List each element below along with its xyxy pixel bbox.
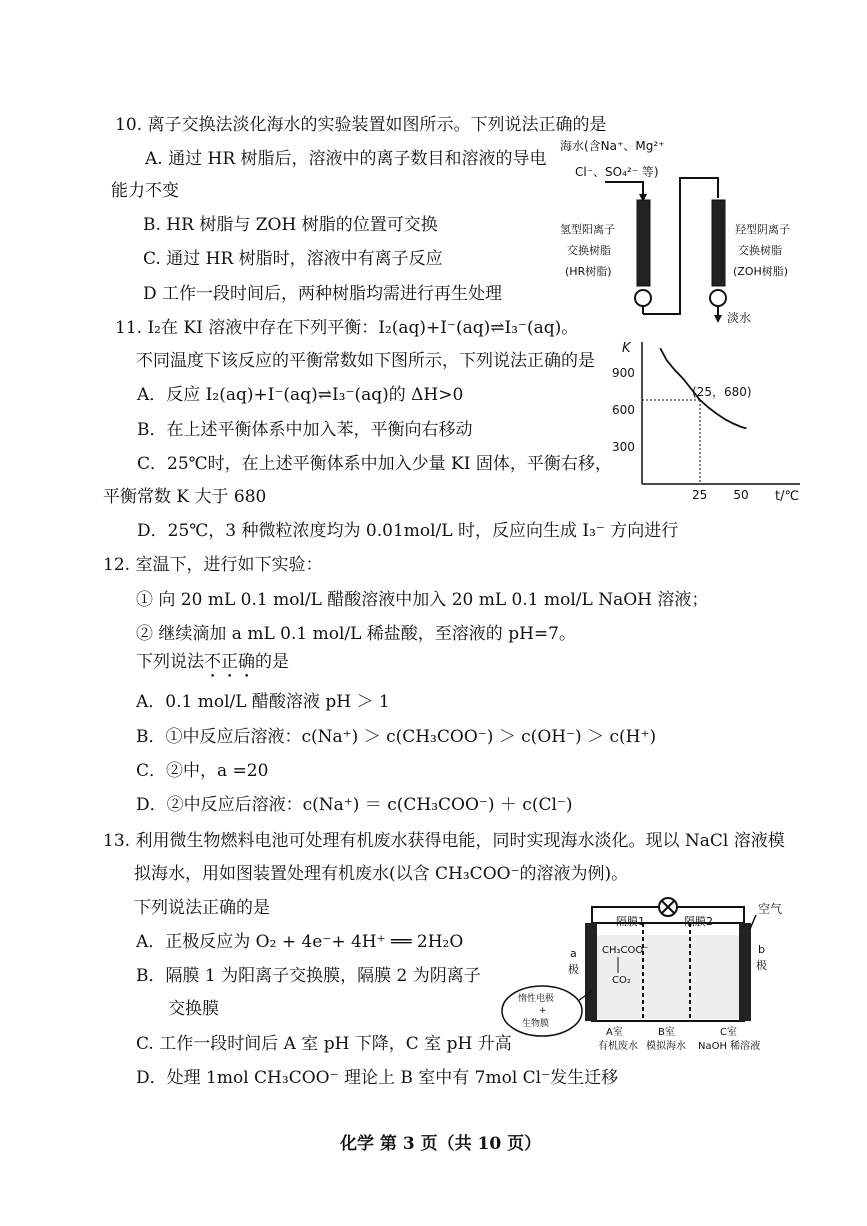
membrane-1-label: 隔膜1 — [616, 915, 645, 928]
q11-stem: 11. I₂在 KI 溶液中存在下列平衡：I₂(aq)+I⁻(aq)⇌I₃⁻(aq)。 — [115, 318, 579, 338]
fig10-hr-label-3: (HR树脂) — [565, 265, 612, 278]
x-axis-label: t/℃ — [775, 489, 800, 504]
q10-option-a: A. 通过 HR 树脂后，溶液中的离子数目和溶液的导电 — [145, 149, 547, 169]
q10-option-a-cont: 能力不变 — [111, 181, 179, 201]
co2-label: CO₂ — [612, 975, 631, 986]
electrode-b — [739, 923, 751, 1021]
pole-b-label: b — [758, 943, 765, 956]
page-footer: 化学 第 3 页（共 10 页） — [340, 1134, 542, 1154]
q11-option-d: D．25℃，3 种微粒浓度均为 0.01mol/L 时，反应向生成 I₃⁻ 方向进行 — [137, 521, 679, 541]
emphasis-not-correct: 不正确 — [204, 652, 255, 672]
q10-option-b: B. HR 树脂与 ZOH 树脂的位置可交换 — [143, 215, 438, 235]
q11-option-b: B．在上述平衡体系中加入苯，平衡向右移动 — [137, 420, 473, 440]
q11-option-c-cont: 平衡常数 K 大于 680 — [103, 487, 267, 507]
q13-option-b-cont: 交换膜 — [168, 999, 219, 1019]
fig10-ions-label: Cl⁻、SO₄²⁻ 等) — [575, 165, 659, 179]
callout-line-1: 惰性电极 — [518, 994, 555, 1004]
y-tick-label: 600 — [612, 402, 635, 417]
hr-column — [637, 200, 650, 286]
fig10-fresh-label: 淡水 — [727, 311, 752, 325]
room-c-label: C室 — [720, 1027, 737, 1038]
fig10-hr-label-2: 交换树脂 — [567, 244, 611, 257]
fig10-hr-label-1: 氢型阳离子 — [560, 223, 615, 236]
q12-option-d: D．②中反应后溶液：c(Na⁺) ＝ c(CH₃COO⁻) ＋ c(Cl⁻) — [136, 795, 573, 815]
q12-step-1: ① 向 20 mL 0.1 mol/L 醋酸溶液中加入 20 mL 0.1 mol/L NaOH 溶液； — [136, 590, 709, 610]
hr-valve-icon — [635, 290, 651, 306]
q12-option-b: B．①中反应后溶液：c(Na⁺) ＞ c(CH₃COO⁻) ＞ c(OH⁻) ＞ c(H⁺) — [136, 727, 657, 747]
q13-option-d: D．处理 1mol CH₃COO⁻ 理论上 B 室中有 7mol Cl⁻发生迁移 — [136, 1068, 619, 1088]
fig10-zoh-label-2: 交换树脂 — [738, 244, 782, 257]
acetate-label: CH₃COO⁻ — [602, 945, 649, 956]
q10-stem: 10. 离子交换法淡化海水的实验装置如图所示。下列说法正确的是 — [115, 115, 607, 135]
equilibrium-constant-chart — [600, 336, 810, 506]
q13-option-c: C. 工作一段时间后 A 室 pH 下降，C 室 pH 升高 — [136, 1034, 512, 1054]
room-a-label: A室 — [606, 1027, 623, 1038]
room-a-content: 有机废水 — [598, 1041, 638, 1052]
fig10-zoh-label-1: 羟型阴离子 — [735, 223, 790, 236]
electrode-a — [585, 923, 597, 1021]
ion-exchange-figure — [555, 130, 805, 330]
q12-stem: 12. 室温下，进行如下实验： — [103, 555, 323, 575]
q12-option-a: A．0.1 mol/L 醋酸溶液 pH ＞ 1 — [136, 692, 390, 712]
callout-line-2: + — [539, 1006, 547, 1016]
q13-option-b: B．隔膜 1 为阳离子交换膜，隔膜 2 为阴离子 — [136, 966, 481, 986]
x-tick-label: 50 — [733, 488, 749, 502]
y-axis-label: K — [622, 341, 631, 356]
q10-option-d: D 工作一段时间后，两种树脂均需进行再生处理 — [143, 284, 503, 304]
fig10-seawater-label: 海水(含Na⁺、Mg²⁺ — [560, 139, 665, 153]
y-tick-label: 900 — [612, 365, 635, 380]
q12-option-c: C．②中，a =20 — [136, 761, 269, 781]
q13-option-a: A．正极反应为 O₂ + 4e⁻+ 4H⁺ ══ 2H₂O — [136, 932, 464, 952]
connecting-pipe — [643, 178, 718, 314]
q12-question: 下列说法不正确的是 — [136, 652, 289, 672]
callout-line-3: 生物膜 — [522, 1019, 550, 1029]
membrane-2-label: 隔膜2 — [684, 915, 713, 928]
room-b-content: 模拟海水 — [646, 1041, 686, 1052]
pole-a-label-2: 极 — [568, 963, 579, 976]
x-tick-label: 25 — [692, 488, 708, 502]
q13-stem-1: 13. 利用微生物燃料电池可处理有机废水获得电能，同时实现海水淡化。现以 NaCl 溶液模 — [103, 831, 785, 851]
air-label: 空气 — [758, 902, 783, 916]
zoh-column — [712, 200, 725, 286]
q11-option-a: A．反应 I₂(aq)+I⁻(aq)⇌I₃⁻(aq)的 ΔH>0 — [137, 385, 464, 405]
inlet-pipe — [605, 182, 643, 198]
q11-option-c: C．25℃时，在上述平衡体系中加入少量 KI 固体，平衡右移， — [137, 454, 612, 474]
zoh-valve-icon — [710, 290, 726, 306]
pole-a-label: a — [570, 947, 577, 960]
y-tick-label: 300 — [612, 439, 635, 454]
pole-b-label-2: 极 — [756, 959, 767, 972]
point-label: (25，680) — [692, 385, 752, 400]
room-b-label: B室 — [658, 1027, 675, 1038]
q10-option-c: C. 通过 HR 树脂时，溶液中有离子反应 — [143, 249, 443, 269]
fig10-zoh-label-3: (ZOH树脂) — [733, 265, 789, 278]
fuel-cell-figure — [500, 895, 800, 1055]
q13-question: 下列说法正确的是 — [134, 898, 270, 918]
q13-stem-2: 拟海水，用如图装置处理有机废水(以含 CH₃COO⁻的溶液为例)。 — [134, 864, 629, 884]
q12-step-2: ② 继续滴加 a mL 0.1 mol/L 稀盐酸，至溶液的 pH=7。 — [136, 624, 576, 644]
outlet-arrow-icon — [714, 315, 722, 323]
room-c-content: NaOH 稀溶液 — [698, 1041, 761, 1052]
q11-stem-2: 不同温度下该反应的平衡常数如下图所示，下列说法正确的是 — [136, 351, 595, 371]
